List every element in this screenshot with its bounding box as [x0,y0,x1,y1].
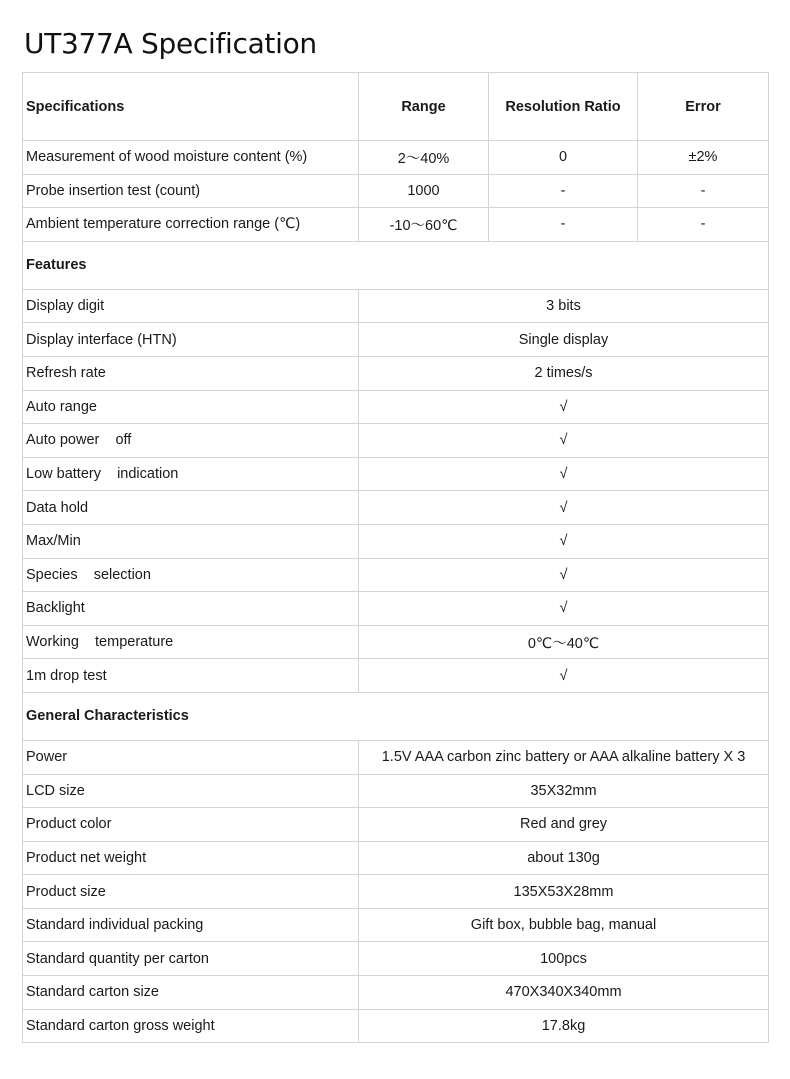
row-value: 135X53X28mm [359,875,769,909]
row-label: Max/Min [23,524,359,558]
row-error: - [638,208,769,242]
row-value: 3 bits [359,289,769,323]
row-label: Product net weight [23,841,359,875]
row-label: Probe insertion test (count) [23,174,359,208]
table-row [23,558,769,592]
row-value: √ [359,524,769,558]
header-specifications: Specifications [23,73,359,141]
row-label: Backlight [23,592,359,626]
table-row [23,592,769,626]
row-value: 17.8kg [359,1009,769,1043]
row-resolution: - [489,208,638,242]
table-row [23,875,769,909]
row-label: Refresh rate [23,356,359,390]
section-row-features [23,241,769,289]
row-label: Product size [23,875,359,909]
section-title-general: General Characteristics [23,692,769,740]
row-label: Display digit [23,289,359,323]
row-value: 470X340X340mm [359,976,769,1010]
row-value: √ [359,558,769,592]
table-row [23,491,769,525]
row-label: Ambient temperature correction range (℃) [23,208,359,242]
table-row [23,942,769,976]
table-row [23,289,769,323]
row-value: √ [359,592,769,626]
row-label: Auto power off [23,424,359,458]
row-value: Red and grey [359,808,769,842]
row-value: 35X32mm [359,774,769,808]
row-value: 1.5V AAA carbon zinc battery or AAA alkaline battery X 3 [359,740,769,774]
row-label: Low battery indication [23,457,359,491]
row-value: √ [359,659,769,693]
row-value: 100pcs [359,942,769,976]
table-row [23,659,769,693]
table-row [23,625,769,659]
row-label: Measurement of wood moisture content (%) [23,141,359,175]
row-range: 1000 [359,174,489,208]
table-row [23,208,769,242]
row-label: Standard quantity per carton [23,942,359,976]
row-label: LCD size [23,774,359,808]
spec-table [22,72,769,1043]
table-row [23,976,769,1010]
row-error: - [638,174,769,208]
table-row [23,390,769,424]
row-label: Standard carton gross weight [23,1009,359,1043]
row-label: Power [23,740,359,774]
table-row [23,424,769,458]
header-row [23,73,769,141]
table-row [23,908,769,942]
row-label: Working temperature [23,625,359,659]
row-value: √ [359,424,769,458]
row-label: 1m drop test [23,659,359,693]
table-row [23,841,769,875]
row-label: Auto range [23,390,359,424]
table-row [23,141,769,175]
table-row [23,457,769,491]
row-range: -10～60℃ [359,208,489,242]
section-title-features: Features [23,241,769,289]
row-label: Product color [23,808,359,842]
row-value: 0℃～40℃ [359,625,769,659]
table-row [23,774,769,808]
row-resolution: 0 [489,141,638,175]
row-label: Standard individual packing [23,908,359,942]
header-resolution: Resolution Ratio [489,73,638,141]
header-error: Error [638,73,769,141]
row-error: ±2% [638,141,769,175]
row-resolution: - [489,174,638,208]
table-row [23,1009,769,1043]
table-row [23,524,769,558]
row-value: about 130g [359,841,769,875]
row-label: Data hold [23,491,359,525]
page-title: UT377A Specification [24,27,317,60]
row-value: 2 times/s [359,356,769,390]
row-value: √ [359,491,769,525]
header-range: Range [359,73,489,141]
table-row [23,740,769,774]
row-value: Single display [359,323,769,357]
row-value: √ [359,457,769,491]
table-row [23,323,769,357]
table-row [23,356,769,390]
table-row [23,808,769,842]
row-value: √ [359,390,769,424]
row-label: Species selection [23,558,359,592]
row-value: Gift box, bubble bag, manual [359,908,769,942]
section-row-general [23,692,769,740]
table-row [23,174,769,208]
row-range: 2～40% [359,141,489,175]
row-label: Display interface (HTN) [23,323,359,357]
row-label: Standard carton size [23,976,359,1010]
